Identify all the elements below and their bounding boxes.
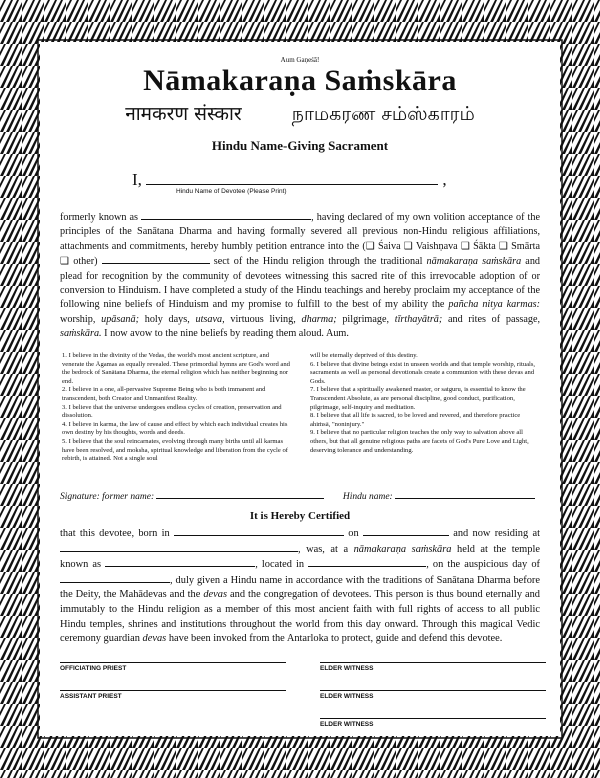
- elder-witness-2-signature[interactable]: ELDER WITNESS: [320, 690, 546, 700]
- belief-item: 4. I believe in karma, the law of cause and effect by which each individual creates his own destiny by his thoughts, words and deeds.: [62, 420, 288, 437]
- pledge-text-2: , having declared of my own volition acceptance of the principles of the Sanātana Dharma and having formally severed all previous non-Hindu religious affiliations, attachments and commitments, hereby humbly petition entrance into the (❑ Śaiva ❑ Vaishṇava ❑ Śākta ❑ Smārta ❑ other): [60, 212, 540, 268]
- pledge-paragraph: [60, 210, 540, 342]
- pledge-em-4: pañcha nitya karmas:: [448, 299, 541, 311]
- belief-item: 7. I believe that a spiritually awakened master, or satguru, is essential to know the Transcendent Absolute, as are personal discipline, good conduct, purification, pilgrimage, self-inquiry and meditation.: [310, 386, 526, 411]
- cert-text-2: on: [348, 528, 359, 539]
- script-titles: [40, 100, 560, 128]
- birthdate-field[interactable]: [363, 526, 449, 536]
- cert-em-9: devas: [142, 633, 167, 645]
- hindu-name-signature-label: Hindu name:: [342, 492, 393, 502]
- certificate-body: [40, 42, 560, 736]
- pledge-i: I,: [132, 170, 142, 189]
- pledge-text-3: sect of the Hindu religion through the traditional: [213, 256, 423, 268]
- pledge-text-7: virtuous living,: [230, 313, 296, 325]
- tamil-title: நாமகரண சம்ஸ்காரம்: [291, 103, 475, 125]
- pledge-em-6: utsava,: [195, 313, 225, 325]
- certificate-title: Nāmakaraṇa Saṁskāra: [143, 64, 457, 97]
- belief-item: 1. I believe in the divinity of the Vedas, the world's most ancient scripture, and venerate the Āgamas as equally revealed. These primordial hymns are God's word and the bedrock of Sanātana Dharma, the eternal religion which has neither beginning nor end.: [62, 352, 290, 385]
- beliefs-left-column: [62, 352, 290, 464]
- birthplace-field[interactable]: [174, 526, 344, 536]
- cert-text-5: held at the temple known as: [60, 543, 540, 571]
- pledge-text-9: and rites of passage,: [448, 313, 541, 325]
- nine-beliefs: [62, 352, 538, 464]
- hindu-name-signature-field[interactable]: [395, 490, 535, 499]
- belief-item: 8. I believe that all life is sacred, to be loved and revered, and therefore practice ahiṁsā, "noninjury.": [310, 412, 521, 428]
- signature-row: [60, 490, 540, 502]
- hindu-name-note: Hindu Name of Devotee (Please Print): [176, 188, 287, 195]
- sect-other-field[interactable]: [102, 254, 210, 264]
- pledge-text-10: I now avow to the nine beliefs by reading them aloud. Aum.: [104, 328, 349, 340]
- hindu-name-field[interactable]: [146, 170, 438, 185]
- belief-item: will be eternally deprived of this destiny.: [310, 352, 418, 359]
- certification-heading: It is Hereby Certified: [249, 510, 351, 522]
- pledge-text-5: worship,: [60, 313, 96, 325]
- cert-em-4: nāmakaraṇa saṁskāra: [353, 543, 452, 555]
- assistant-priest-signature[interactable]: ASSISTANT PRIEST: [60, 690, 286, 700]
- former-name-signature-field[interactable]: [156, 490, 324, 499]
- pledge-em-5: upāsanā;: [101, 313, 140, 325]
- belief-item: 3. I believe that the universe undergoes endless cycles of creation, preservation and dissolution.: [62, 403, 282, 420]
- residence-field[interactable]: [60, 542, 298, 552]
- belief-item: 2. I believe in a one, all-pervasive Supreme Being who is both immanent and transcendent, both Creator and Unmanifest Reality.: [62, 386, 266, 402]
- cert-text-6: , located in: [255, 559, 305, 571]
- ceremony-day-field[interactable]: [60, 573, 170, 583]
- pledge-text-6: holy days,: [144, 313, 190, 325]
- belief-item: 5. I believe that the soul reincarnates, evolving through many births until all karmas have been resolved, and moksha, spiritual knowledge and liberation from the cycle of rebirth, is attained. Not a single soul: [62, 437, 288, 463]
- cert-text-9: and the congregation of devotees. This person is thus bound eternally and immutably to the Hindu religion as a member of this most ancient faith with full rights of access to all public Hindu temples, shrines and institutions throughout the world from this day onward. Through this magical Vedic ceremony guardian: [60, 589, 540, 645]
- cert-text-10: have been invoked from the Antarloka to protect, guide and defend this devotee.: [168, 633, 503, 645]
- belief-item: 6. I believe that divine beings exist in unseen worlds and that temple worship, rituals, sacraments as well as personal devotionals create a communion with these devas and Gods.: [310, 360, 536, 385]
- former-name-field[interactable]: [141, 210, 311, 220]
- pledge-comma: ,: [442, 170, 447, 189]
- cert-text-1: that this devotee, born in: [60, 528, 170, 539]
- beliefs-right-column: [310, 352, 538, 464]
- cert-em-8: devas: [203, 589, 228, 601]
- subtitle: Hindu Name-Giving Sacrament: [211, 138, 389, 153]
- cert-text-4: , was, at a: [298, 543, 349, 555]
- certification-paragraph: [60, 526, 540, 647]
- pledge-em-3: nāmakaraṇa saṁskāra: [426, 256, 522, 268]
- invocation: Aum Gaṇeśā!: [280, 56, 320, 64]
- location-field[interactable]: [308, 557, 426, 567]
- cert-text-7: , on the auspicious day of: [426, 559, 540, 571]
- pledge-text-1: formerly known as: [60, 212, 139, 223]
- pledge-text-4: and plead for recognition by the community of devotees witnessing this sacred rite of this irrevocable adoption of or conversion to Hinduism. I have completed a study of the Hindu teachings and hereby proclaim my acceptance of the following nine beliefs of Hinduism and my promise to fulfill to the best of my ability the: [60, 256, 541, 311]
- elder-witness-3-signature[interactable]: ELDER WITNESS: [320, 718, 546, 728]
- devotee-name-line: [132, 170, 447, 190]
- pledge-em-9: saṁskāra.: [60, 328, 102, 340]
- elder-witness-1-signature[interactable]: ELDER WITNESS: [320, 662, 546, 672]
- belief-item: 9. I believe that no particular religion teaches the only way to salvation above all others, but that all genuine religious paths are facets of God's Pure Love and Light, deserving tolerance and understanding.: [310, 429, 529, 454]
- devanagari-title: नामकरण संस्कार: [125, 103, 242, 125]
- temple-field[interactable]: [105, 557, 255, 567]
- cert-text-8: , duly given a Hindu name in accordance with the traditions of Sanātana Dharma before the Deity, the Mahādevas and the: [60, 574, 540, 601]
- pledge-em-8: tīrthayātrā;: [394, 313, 443, 325]
- former-name-signature-label: Signature: former name:: [60, 492, 155, 502]
- cert-text-3: and now residing at: [453, 528, 540, 539]
- officiating-priest-signature[interactable]: OFFICIATING PRIEST: [60, 662, 286, 672]
- pledge-text-8: pilgrimage,: [342, 313, 390, 325]
- pledge-em-7: dharma;: [301, 313, 337, 325]
